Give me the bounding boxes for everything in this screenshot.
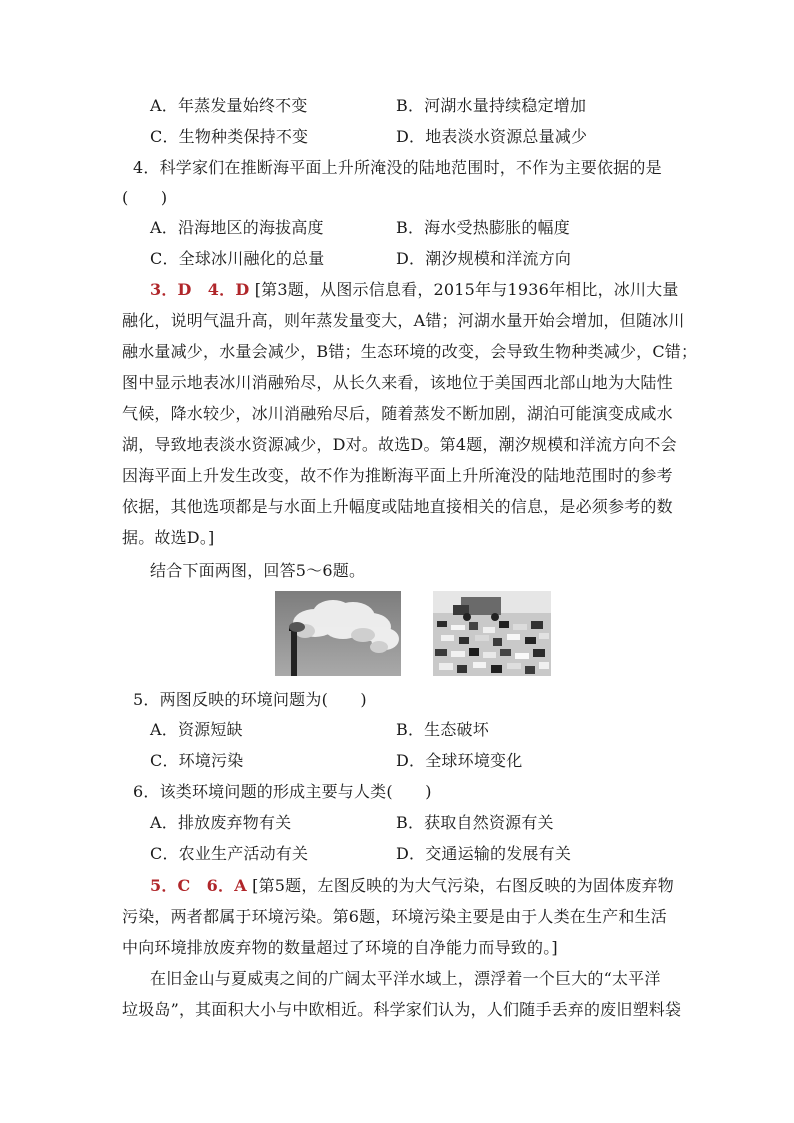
passage-line: 在旧金山与夏威夷之间的广阔太平洋水域上，漂浮着一个巨大的“太平洋 — [150, 969, 661, 988]
q4-stem-paren: ( ) — [122, 188, 168, 207]
explanation-line: 湖，导致地表淡水资源减少，D对。故选D。第4题，潮汐规模和洋流方向不会 — [122, 435, 677, 454]
q5-option-c: C．环境污染 — [150, 751, 244, 770]
answer-3-4: 3．D 4．D — [150, 280, 250, 299]
q6-stem: 6．该类环境问题的形成主要与人类( ) — [133, 782, 432, 801]
garbage-dump-photo — [433, 591, 551, 676]
explanation-line: 因海平面上升发生改变，故不作为推断海平面上升所淹没的陆地范围时的参考 — [122, 466, 673, 485]
answer-5-6: 5．C 6．A — [150, 876, 247, 895]
q3-option-d: D．地表淡水资源总量减少 — [396, 127, 588, 146]
q4-option-c: C．全球冰川融化的总量 — [150, 249, 325, 268]
q5-option-b: B．生态破坏 — [396, 720, 489, 739]
explanation-text: [第3题，从图示信息看，2015年与1936年相比，冰川大量 — [254, 280, 679, 299]
explanation-3-4-first-line — [150, 280, 679, 300]
smokestack-smoke-photo — [275, 591, 401, 676]
explanation-line: 图中显示地表冰川消融殆尽，从长久来看，该地位于美国西北部山地为大陆性 — [122, 373, 673, 392]
q6-option-c: C．农业生产活动有关 — [150, 844, 309, 863]
q4-stem: 4．科学家们在推断海平面上升所淹没的陆地范围时，不作为主要依据的是 — [133, 158, 662, 177]
figure-pair — [275, 591, 551, 676]
explanation-text: [第5题，左图反映的为大气污染，右图反映的为固体废弃物 — [252, 876, 674, 895]
q4-option-b: B．海水受热膨胀的幅度 — [396, 218, 570, 237]
q5-option-a: A．资源短缺 — [150, 720, 243, 739]
q3-option-a: A．年蒸发量始终不变 — [150, 96, 308, 115]
explanation-line: 融化，说明气温升高，则年蒸发量变大，A错；河湖水量开始会增加，但随冰川 — [122, 311, 685, 330]
explanation-line: 融水量减少，水量会减少，B错；生态环境的改变，会导致生物种类减少，C错； — [122, 342, 698, 361]
q6-option-b: B．获取自然资源有关 — [396, 813, 554, 832]
explanation-line: 气候，降水较少，冰川消融殆尽后，随着蒸发不断加剧，湖泊可能演变成咸水 — [122, 404, 673, 423]
q6-option-a: A．排放废弃物有关 — [150, 813, 292, 832]
q5-stem: 5．两图反映的环境问题为( ) — [133, 690, 367, 709]
q5-option-d: D．全球环境变化 — [396, 751, 523, 770]
q4-option-d: D．潮汐规模和洋流方向 — [396, 249, 572, 268]
explanation-line: 依据，其他选项都是与水面上升幅度或陆地直接相关的信息，是必须参考的数 — [122, 497, 673, 516]
q4-option-a: A．沿海地区的海拔高度 — [150, 218, 324, 237]
q3-option-b: B．河湖水量持续稳定增加 — [396, 96, 587, 115]
q3-option-c: C．生物种类保持不变 — [150, 127, 309, 146]
explanation-5-6-first-line — [150, 876, 674, 896]
explanation-line: 据。故选D。] — [122, 528, 215, 547]
explanation-line: 污染，两者都属于环境污染。第6题，环境污染主要是由于人类在生产和生活 — [122, 907, 667, 926]
q6-option-d: D．交通运输的发展有关 — [396, 844, 572, 863]
passage-line: 垃圾岛”，其面积大小与中欧相近。科学家们认为，人们随手丢弃的废旧塑料袋 — [122, 1000, 682, 1019]
explanation-line: 中向环境排放废弃物的数量超过了环境的自净能力而导致的。] — [122, 938, 558, 957]
intro-5-6: 结合下面两图，回答5～6题。 — [150, 561, 366, 580]
